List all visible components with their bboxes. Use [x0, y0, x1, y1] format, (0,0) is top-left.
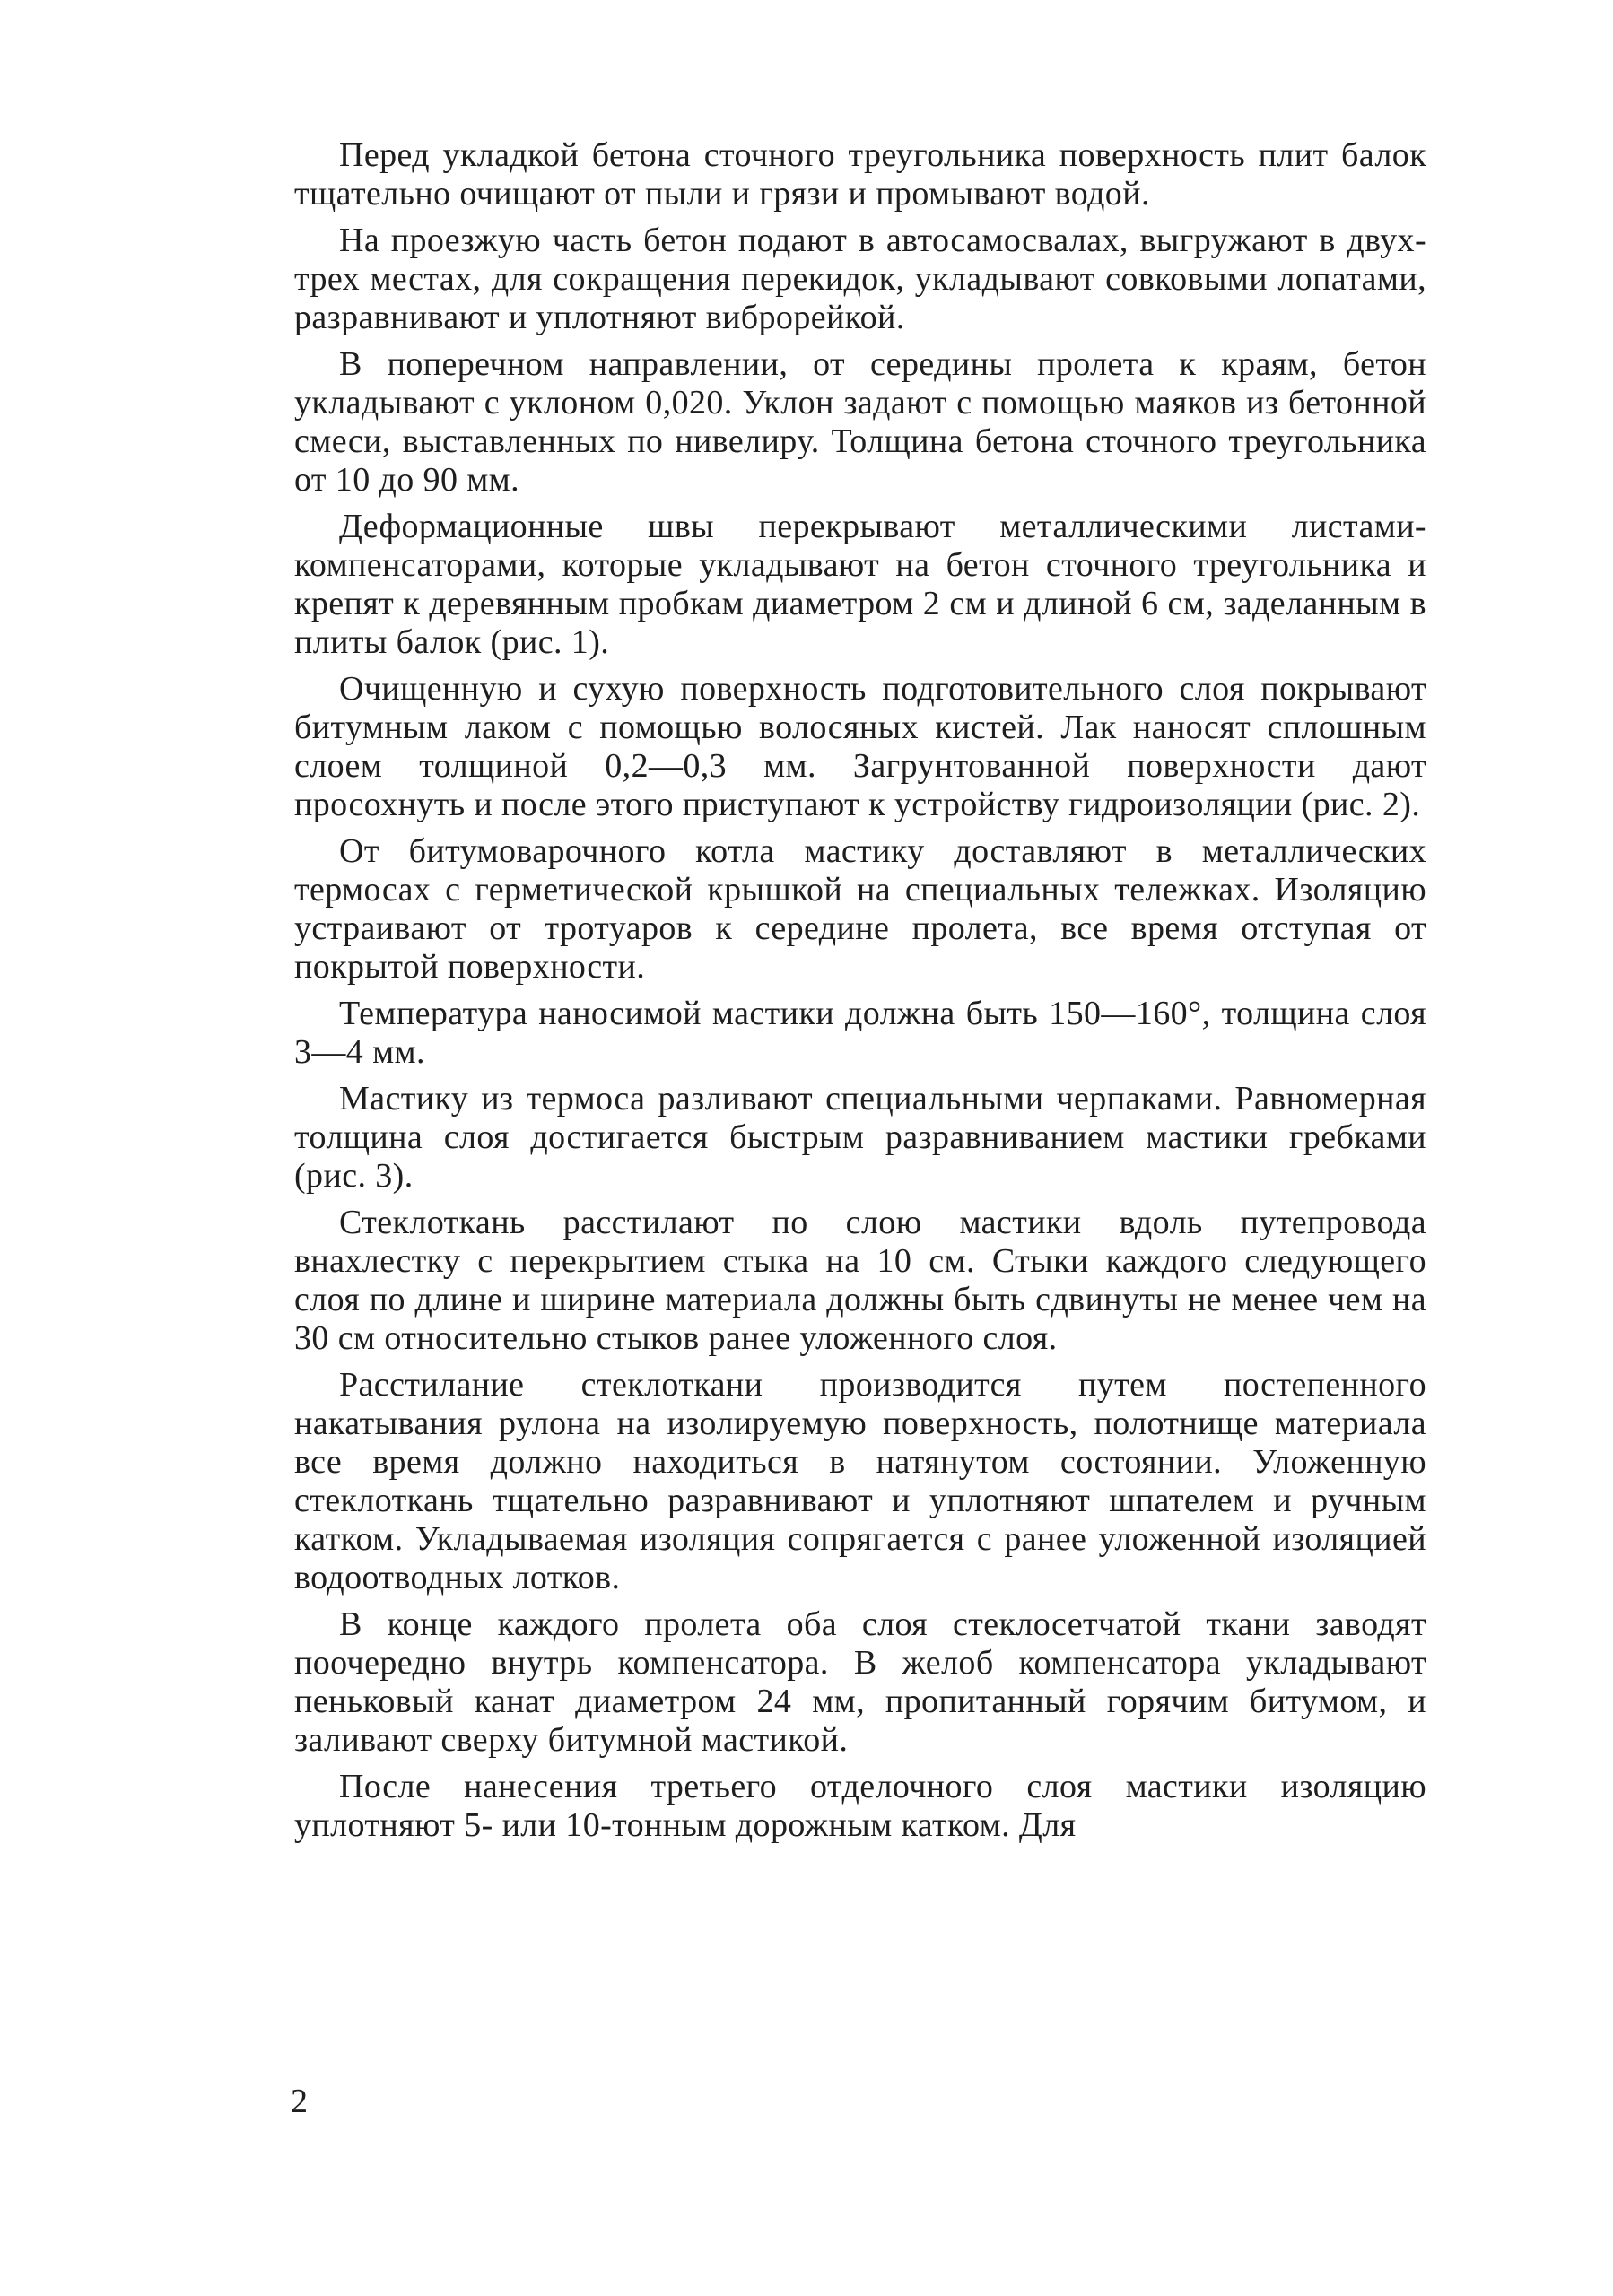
paragraph-span-end: В конце каждого пролета оба слоя стеклосетчатой ткани заводят поочередно внутрь компенсатора. В желоб компенсатора укладывают пеньковый канат диаметром 24 мм, пропитанный горячим битумом, и заливают сверху битумной мастикой.	[294, 1605, 1426, 1759]
paragraph-fiberglass-laying: Стеклоткань расстилают по слою мастики вдоль путепровода внахлестку с перекрытием стыка на 10 см. Стыки каждого следующего слоя по длине и ширине материала должны быть сдвинуты не менее чем на 30 см относительно стыков ранее уложенного слоя.	[294, 1204, 1426, 1357]
paragraph-mastic-spreading: Мастику из термоса разливают специальными черпаками. Равномерная толщина слоя достигается быстрым разравниванием мастики гребками (рис. 3).	[294, 1080, 1426, 1195]
paragraph-primer-coat: Очищенную и сухую поверхность подготовительного слоя покрывают битумным лаком с помощью волосяных кистей. Лак наносят сплошным слоем толщиной 0,2—0,3 мм. Загрунтованной поверхности дают просохнуть и после этого приступают к устройству гидроизоляции (рис. 2).	[294, 670, 1426, 823]
paragraph-expansion-joints: Деформационные швы перекрывают металлическими листами-компенсаторами, которые укладывают на бетон сточного треугольника и крепят к деревянным пробкам диаметром 2 см и длиной 6 см, заделанным в плиты балок (рис. 1).	[294, 508, 1426, 661]
paragraph-concrete-delivery: На проезжую часть бетон подают в автосамосвалах, выгружают в двух-трех местах, для сокращения перекидок, укладывают совковыми лопатами, разравнивают и уплотняют виброрейкой.	[294, 222, 1426, 336]
paragraph-surface-cleaning: Перед укладкой бетона сточного треугольника поверхность плит балок тщательно очищают от пыли и грязи и промывают водой.	[294, 136, 1426, 213]
paragraph-mastic-temperature: Температура наносимой мастики должна быть 150—160°, толщина слоя 3—4 мм.	[294, 995, 1426, 1071]
paragraph-mastic-delivery: От битумоварочного котла мастику доставляют в металлических термосах с герметической крышкой на специальных тележках. Изоляцию устраивают от тротуаров к середине пролета, все время отступая от покрытой поверхности.	[294, 832, 1426, 986]
paragraph-compaction: После нанесения третьего отделочного слоя мастики изоляцию уплотняют 5- или 10-тонным дорожным катком. Для	[294, 1768, 1426, 1844]
paragraph-cross-slope: В поперечном направлении, от середины пролета к краям, бетон укладывают с уклоном 0,020. Уклон задают с помощью маяков из бетонной смеси, выставленных по нивелиру. Толщина бетона сточного треугольника от 10 до 90 мм.	[294, 345, 1426, 499]
page-number: 2	[291, 2083, 308, 2120]
paragraph-fiberglass-rolling: Расстилание стеклоткани производится путем постепенного накатывания рулона на изолируемую поверхность, полотнище материала все время должно находиться в натянутом состоянии. Уложенную стеклоткань тщательно разравнивают и уплотняют шпателем и ручным катком. Укладываемая изоляция сопрягается с ранее уложенной изоляцией водоотводных лотков.	[294, 1366, 1426, 1596]
body-text	[294, 136, 1426, 1853]
